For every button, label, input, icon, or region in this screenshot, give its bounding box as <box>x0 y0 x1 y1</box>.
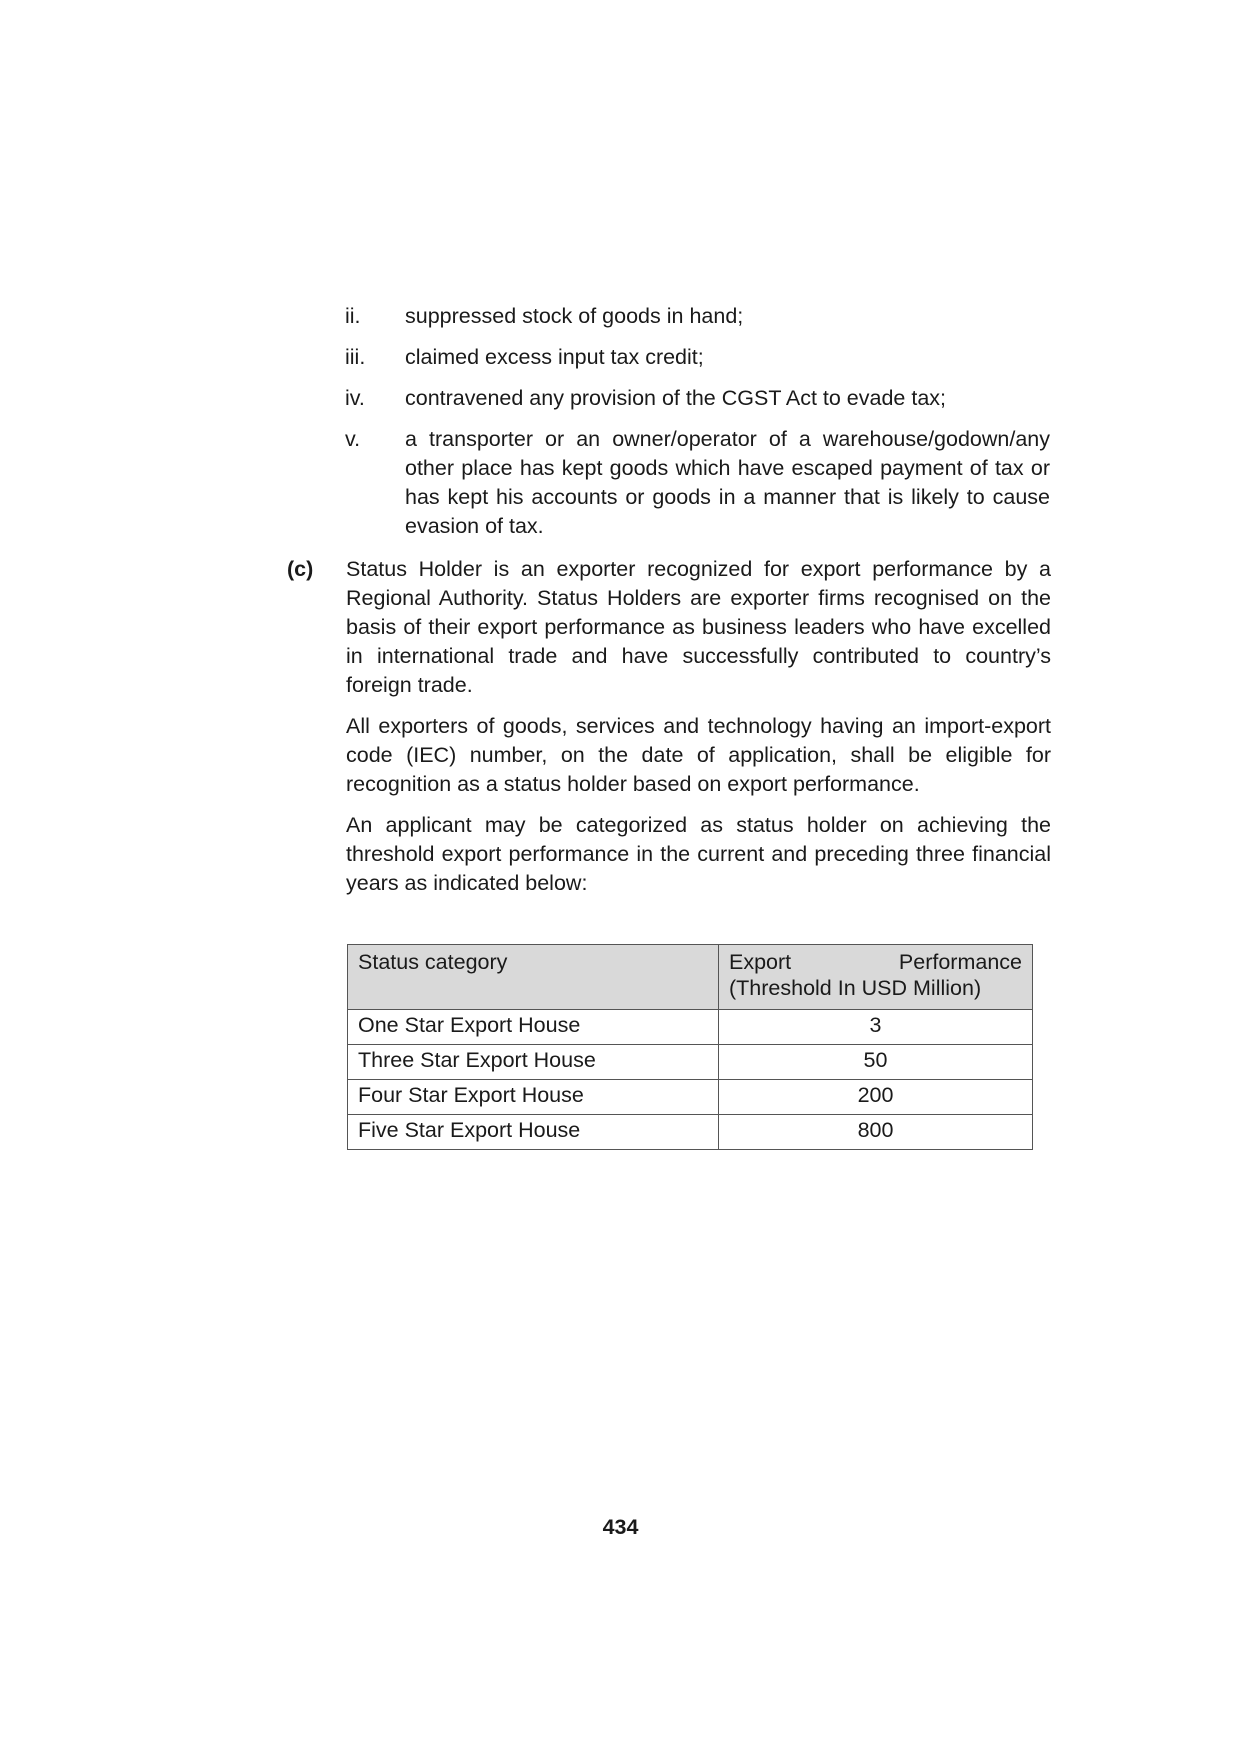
paragraph-status-holder-definition: Status Holder is an exporter recognized for export performance by a Regional Authority. Status Holders are exporter firms recognised on the basis of their export performance as business leaders who have excelled in international trade and have successfully contributed to country’s foreign trade. <box>346 557 1051 697</box>
list-item-number: iv. <box>345 386 365 410</box>
cell-category: One Star Export House <box>348 1010 719 1045</box>
list-item-text: claimed excess input tax credit; <box>405 345 704 369</box>
list-item-number: iii. <box>345 345 366 369</box>
list-item-number: v. <box>345 427 361 451</box>
table-row <box>348 1010 1033 1045</box>
cell-threshold: 3 <box>719 1010 1033 1045</box>
table-row <box>348 1045 1033 1080</box>
page-number: 434 <box>602 1515 639 1539</box>
list-item <box>345 425 1050 541</box>
table-row <box>348 1115 1033 1150</box>
status-category-table <box>347 944 1033 1150</box>
roman-numeral-list <box>345 302 1050 553</box>
cell-threshold: 800 <box>719 1115 1033 1150</box>
table-row <box>348 1080 1033 1115</box>
list-item-text: contravened any provision of the CGST Act to evade tax; <box>405 386 946 410</box>
paragraph-eligibility: All exporters of goods, services and technology having an import-export code (IEC) number, on the date of application, shall be eligible for recognition as a status holder based on export performance. <box>346 714 1051 796</box>
paragraph-threshold-intro: An applicant may be categorized as status holder on achieving the threshold export performance in the current and preceding three financial years as indicated below: <box>346 813 1051 895</box>
section-c <box>287 555 1051 910</box>
section-label: (c) <box>287 557 314 581</box>
cell-threshold: 200 <box>719 1080 1033 1115</box>
table-header-row <box>348 945 1033 1010</box>
list-item <box>345 302 1050 331</box>
list-item-text: a transporter or an owner/operator of a warehouse/godown/any other place has kept goods which have escaped payment of tax or has kept his accounts or goods in a manner that is likely to cause evasion of tax. <box>405 427 1050 538</box>
list-item <box>345 384 1050 413</box>
cell-category: Four Star Export House <box>348 1080 719 1115</box>
list-item <box>345 343 1050 372</box>
cell-category: Three Star Export House <box>348 1045 719 1080</box>
cell-threshold: 50 <box>719 1045 1033 1080</box>
header-status-category: Status category <box>348 945 719 1010</box>
list-item-number: ii. <box>345 304 361 328</box>
section-body <box>346 555 1051 910</box>
list-item-text: suppressed stock of goods in hand; <box>405 304 744 328</box>
header-export-performance: Export Performance (Threshold In USD Million) <box>719 945 1033 1010</box>
cell-category: Five Star Export House <box>348 1115 719 1150</box>
